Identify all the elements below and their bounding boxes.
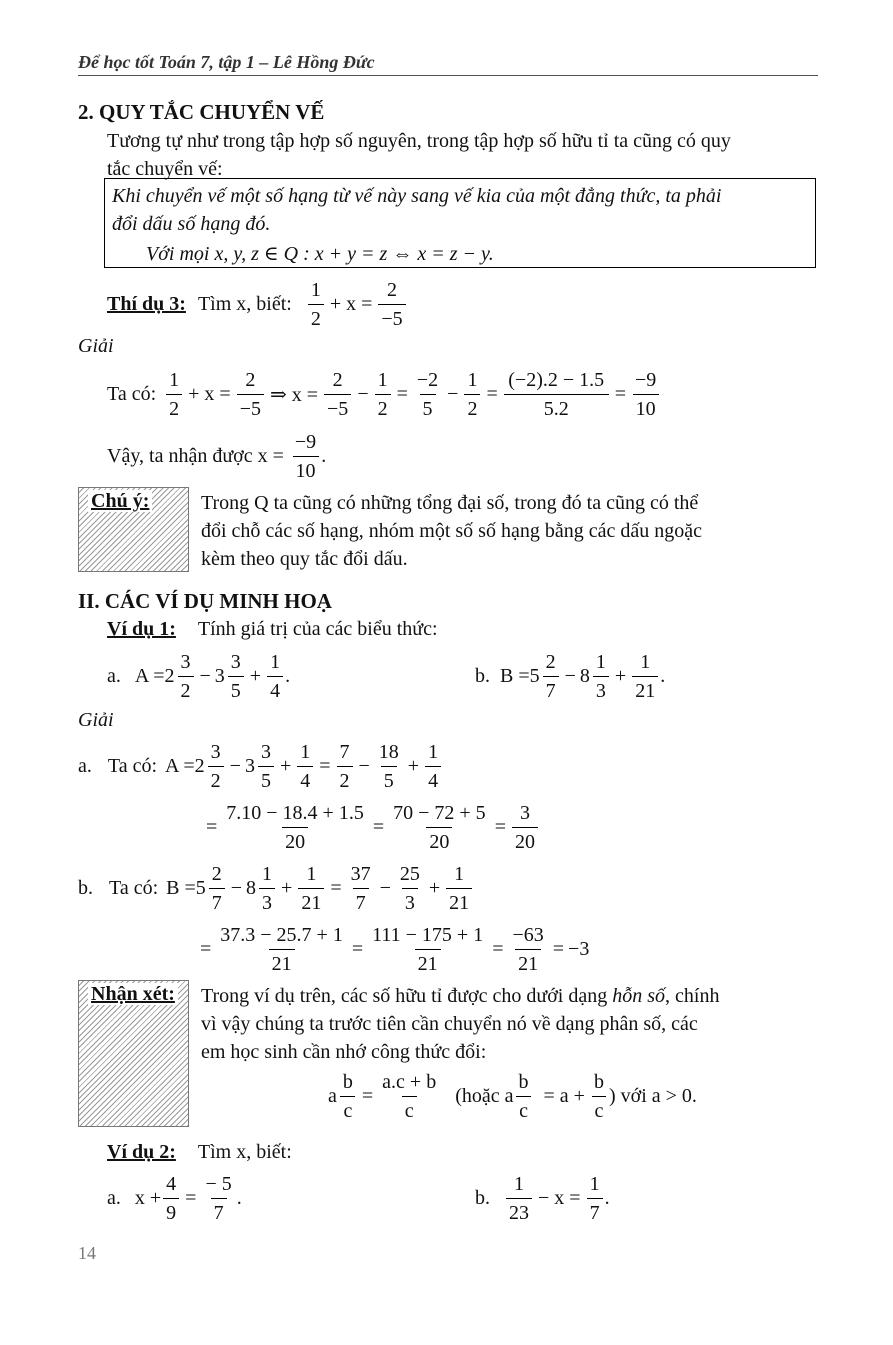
fraction: $\frac{1}{4}$: [297, 740, 313, 793]
we-have: Ta có:: [109, 876, 159, 899]
lhs: B =: [166, 876, 196, 899]
fraction: $\frac{25}{3}$: [399, 862, 420, 914]
fraction: $\frac{-2}{5}$: [416, 368, 439, 420]
note-line-3: kèm theo quy tắc đổi dấu.: [201, 548, 408, 570]
fraction: $\frac{2}{-5}$: [378, 278, 405, 331]
fraction: $\frac{111 - 175 + 1}{21}$: [372, 923, 484, 975]
fraction: $\frac{1}{2}$: [464, 368, 480, 421]
fraction: $\frac{4}{9}$: [163, 1172, 179, 1225]
operator: =: [185, 1186, 197, 1209]
vd1-solution-b-cont: [196, 921, 589, 977]
operator: =: [614, 382, 626, 405]
header-rule: [78, 75, 818, 76]
operator: −: [357, 382, 369, 405]
fraction: $\frac{-9}{10}$: [632, 368, 659, 421]
lhs: x +: [134, 1186, 162, 1209]
vd1-solution-a-cont: [202, 799, 540, 855]
mixed-number: 2 $\frac{3}{2}$: [195, 740, 226, 793]
result: −3: [568, 937, 590, 960]
fraction: $\frac{1}{7}$: [587, 1172, 603, 1225]
vd2-problem: [107, 1141, 292, 1164]
remark-line-2: vì vậy chúng ta trước tiên cần chuyển nó về dạng phân số, các: [201, 1013, 698, 1035]
fraction: $\frac{1}{4}$: [267, 650, 283, 703]
operator: =: [361, 1084, 374, 1107]
fraction: $\frac{-63}{21}$: [512, 923, 544, 975]
operator: = a +: [543, 1084, 585, 1107]
operator: =: [319, 754, 331, 777]
operator: −: [447, 382, 459, 405]
mixed-number: a $\frac{b}{c}$: [328, 1070, 358, 1123]
fraction: $\frac{1}{23}$: [506, 1172, 532, 1225]
fraction: $\frac{1}{2}$: [308, 278, 324, 331]
note-hatch-box: [78, 487, 189, 572]
remark-text: , chính: [665, 985, 720, 1007]
remark-text: Trong ví dụ trên, các số hữu tỉ được cho dưới dạng: [201, 985, 613, 1007]
fraction: $\frac{37}{7}$: [350, 862, 371, 914]
fraction: $\frac{b}{c}$: [591, 1070, 607, 1123]
vd2-expr-a: [107, 1170, 242, 1226]
fraction: $\frac{(-2).2 - 1.5}{5.2}$: [504, 368, 609, 421]
example3-problem: [107, 276, 408, 332]
running-header: Để học tốt Toán 7, tập 1 – Lê Hồng Đức: [78, 52, 375, 72]
fraction: $\frac{1}{21}$: [446, 862, 472, 915]
operator: =: [200, 937, 212, 960]
remark-emphasis: hỗn số: [612, 985, 666, 1007]
operator: −: [229, 754, 241, 777]
operator: +: [281, 876, 293, 899]
conversion-formula: [328, 1068, 697, 1124]
fraction: $\frac{-9}{10}$: [292, 430, 319, 483]
intro-line-2: tắc chuyển vế:: [107, 158, 223, 180]
operator: +: [428, 876, 441, 899]
fraction: $\frac{37.3 - 25.7 + 1}{21}$: [220, 923, 343, 975]
page-number: 14: [78, 1243, 96, 1263]
operator: +: [614, 664, 627, 687]
vd1-label: Ví dụ 1:: [107, 618, 176, 640]
note-label: Chú ý:: [88, 490, 152, 512]
operator: =: [492, 937, 504, 960]
remark-line-1: [201, 982, 719, 1010]
vd2-expr-b: [475, 1170, 610, 1226]
lhs: A =: [165, 754, 195, 777]
fraction: $\frac{3}{20}$: [512, 801, 538, 854]
fraction: $\frac{1}{2}$: [375, 368, 391, 421]
formula-text: ) với a > 0.: [608, 1084, 697, 1107]
operator: =: [351, 937, 364, 960]
period: .: [604, 1186, 610, 1209]
rule-formula: Với mọi x, y, z ∈ Q : x + y = z ⇔ x = z − y.: [146, 243, 494, 265]
operator: −: [564, 664, 576, 687]
operator: − x =: [538, 1186, 581, 1209]
operator: ⇒ x =: [269, 383, 319, 406]
vd1-solution-a: [78, 738, 443, 794]
fraction: $\frac{18}{5}$: [378, 740, 399, 792]
operator: =: [372, 815, 385, 838]
operator: −: [230, 876, 243, 899]
period: .: [660, 664, 666, 687]
operator: −: [379, 876, 391, 899]
fraction: $\frac{1}{21}$: [298, 862, 324, 915]
fraction: $\frac{2}{-5}$: [324, 368, 351, 421]
mixed-number: 5 $\frac{2}{7}$: [530, 650, 561, 703]
vd1-expr-b: [475, 648, 665, 704]
lhs: A =: [134, 664, 165, 687]
example3-prompt: Tìm x, biết:: [197, 292, 292, 315]
period: .: [236, 1186, 242, 1209]
rule-line-2: đổi dấu số hạng đó.: [112, 213, 271, 235]
we-have: Ta có:: [107, 382, 157, 405]
remark-hatch-box: [78, 980, 189, 1127]
fraction: $\frac{- 5}{7}$: [205, 1172, 232, 1224]
section-title: 2. QUY TẮC CHUYỂN VẾ: [78, 100, 325, 124]
fraction: $\frac{1}{2}$: [166, 368, 182, 421]
vd1-prompt: Tính giá trị của các biểu thức:: [197, 618, 438, 640]
example3-label: Thí dụ 3:: [107, 292, 186, 315]
vd1-problem: [107, 618, 438, 641]
operator: =: [494, 815, 506, 838]
item-label: a.: [107, 664, 121, 687]
mixed-number: 3 $\frac{3}{5}$: [245, 740, 276, 793]
mixed-number: 5 $\frac{2}{7}$: [196, 862, 227, 915]
note-line-2: đổi chỗ các số hạng, nhóm một số số hạng bằng các dấu ngoặc: [201, 520, 702, 542]
operator: + x =: [188, 382, 231, 405]
rule-box: [104, 178, 816, 268]
solve-label: Giải: [78, 335, 114, 357]
vd1-solution-b: [78, 860, 474, 916]
operator: =: [330, 876, 342, 899]
remark-label: Nhận xét:: [88, 983, 178, 1005]
fraction: $\frac{70 - 72 + 5}{20}$: [393, 801, 486, 853]
solve-label: Giải: [78, 709, 114, 731]
lhs: B =: [500, 664, 530, 687]
item-label: b.: [475, 664, 490, 687]
example3-conclusion: [107, 428, 326, 484]
mixed-number: 8 $\frac{1}{3}$: [246, 862, 277, 915]
fraction: $\frac{a.c + b}{c}$: [382, 1070, 437, 1122]
formula-text: (hoặc a: [455, 1084, 514, 1107]
conclusion-text: Vậy, ta nhận được x =: [107, 444, 284, 467]
fraction: $\frac{2}{-5}$: [237, 368, 264, 421]
operator: =: [552, 937, 565, 960]
part-title: II. CÁC VÍ DỤ MINH HOẠ: [78, 589, 332, 613]
operator: −: [358, 754, 370, 777]
vd2-label: Ví dụ 2:: [107, 1141, 176, 1163]
operator: +: [279, 754, 292, 777]
we-have: Ta có:: [107, 754, 158, 777]
note-line-1: Trong Q ta cũng có những tổng đại số, trong đó ta cũng có thể: [201, 492, 699, 514]
item-label: b.: [78, 876, 93, 899]
operator: −: [199, 664, 211, 687]
period: .: [321, 444, 327, 467]
fraction: $\frac{1}{4}$: [425, 740, 441, 793]
vd1-expr-a: [107, 648, 290, 704]
intro-line-1: Tương tự như trong tập hợp số nguyên, trong tập hợp số hữu tỉ ta cũng có quy: [107, 130, 731, 152]
mixed-number: 3 $\frac{3}{5}$: [215, 650, 246, 703]
fraction: $\frac{7.10 - 18.4 + 1.5}{20}$: [226, 801, 364, 853]
operator: +: [249, 664, 262, 687]
item-label: b.: [475, 1186, 490, 1209]
fraction: $\frac{7}{2}$: [337, 740, 353, 793]
mixed-number: 8 $\frac{1}{3}$: [580, 650, 611, 703]
vd2-prompt: Tìm x, biết:: [197, 1141, 292, 1163]
mixed-number: 2 $\frac{3}{2}$: [165, 650, 196, 703]
operator: +: [407, 754, 420, 777]
period: .: [285, 664, 291, 687]
item-label: a.: [107, 1186, 121, 1209]
operator: =: [396, 382, 408, 405]
fraction: $\frac{1}{21}$: [632, 650, 658, 703]
rule-line-1: Khi chuyển vế một số hạng từ vế này sang vế kia của một đẳng thức, ta phải: [112, 185, 722, 207]
fraction: $\frac{b}{c}$: [516, 1070, 532, 1123]
example3-solution: [107, 366, 661, 422]
operator: =: [206, 815, 218, 838]
operator: =: [486, 382, 498, 405]
operator: + x =: [329, 292, 373, 315]
remark-line-3: em học sinh cần nhớ công thức đổi:: [201, 1041, 487, 1063]
item-label: a.: [78, 754, 92, 777]
